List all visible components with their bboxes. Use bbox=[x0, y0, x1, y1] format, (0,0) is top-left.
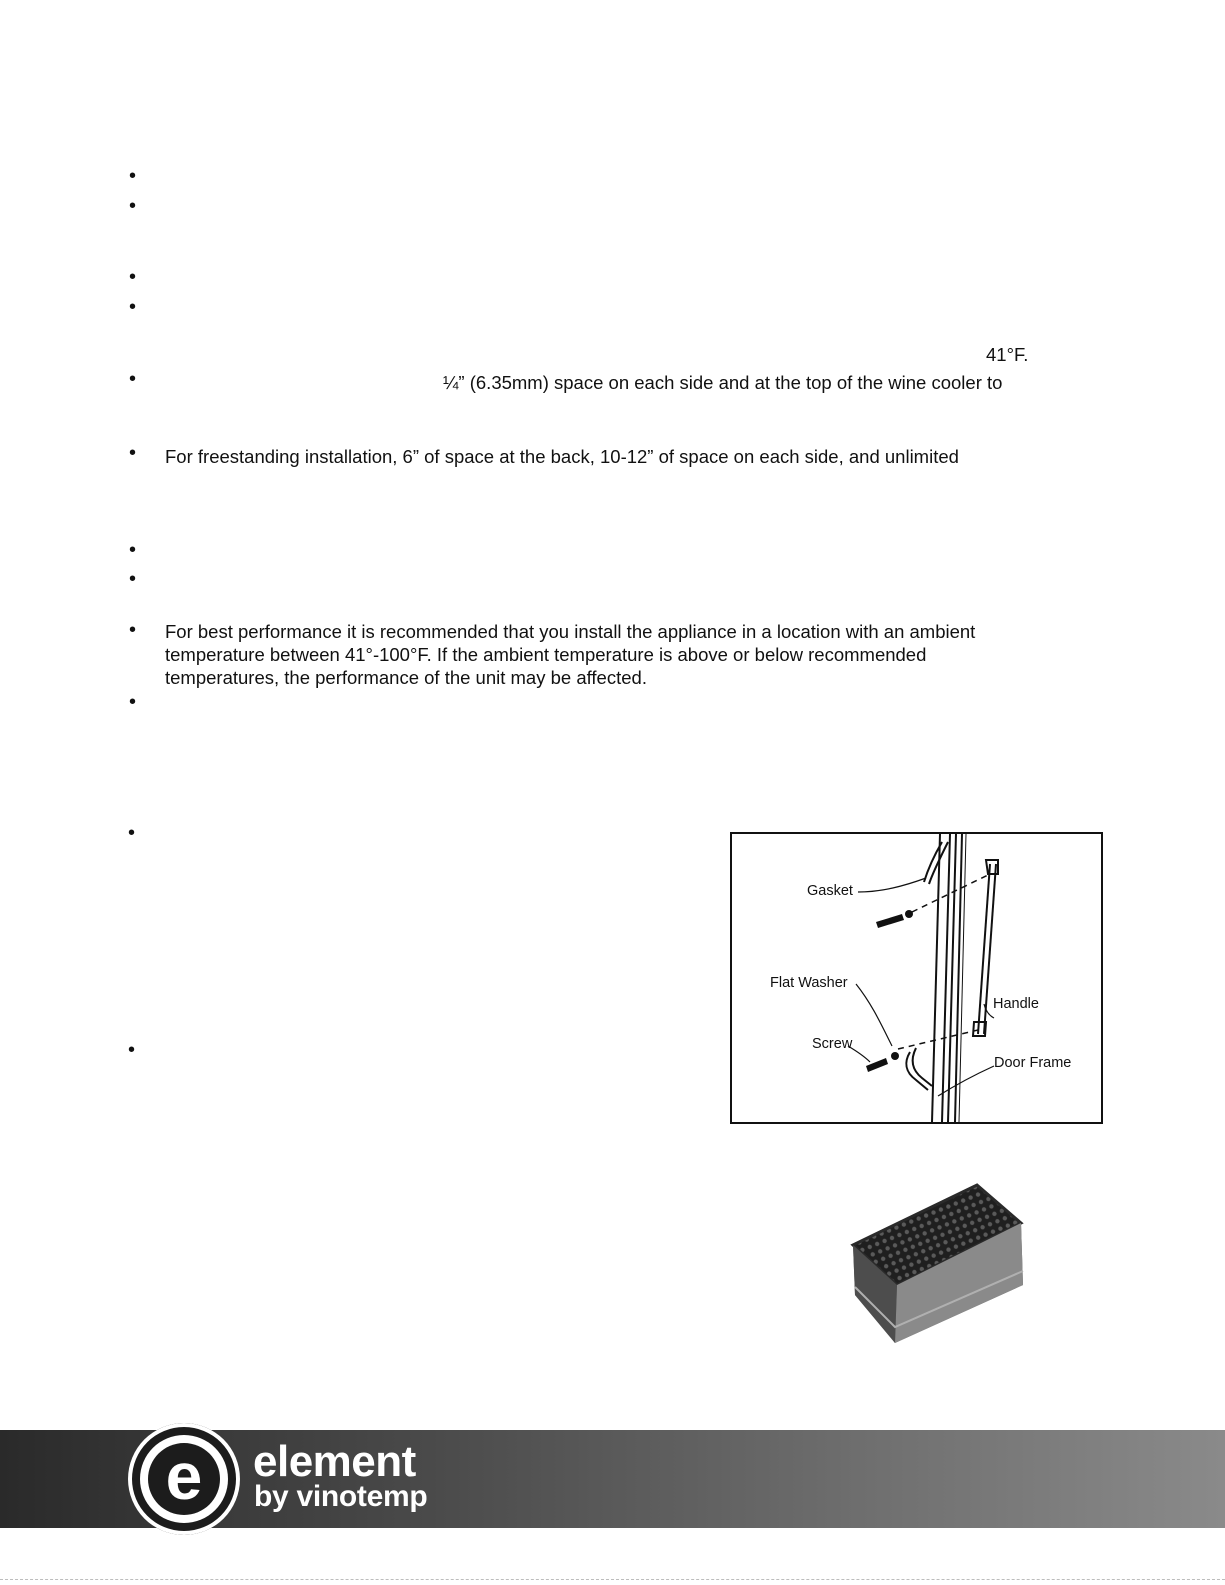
bullet-marker: • bbox=[128, 822, 136, 844]
label-gasket: Gasket bbox=[807, 883, 853, 899]
bullet-marker: • bbox=[129, 568, 137, 590]
recessed-clearance-text: ¼” (6.35mm) space on each side and at the top of the wine cooler to bbox=[443, 372, 1003, 393]
rubber-foot-pad-icon bbox=[845, 1175, 1035, 1345]
ambient-temperature-paragraph bbox=[165, 620, 975, 689]
temperature-fragment: 41°F. bbox=[986, 344, 1029, 365]
bullet-marker: • bbox=[129, 368, 137, 390]
label-handle: Handle bbox=[993, 996, 1039, 1012]
page-cut-line bbox=[0, 1579, 1225, 1580]
bullet-marker: • bbox=[129, 619, 137, 641]
label-flat-washer: Flat Washer bbox=[770, 975, 848, 991]
bullet-marker: • bbox=[129, 195, 137, 217]
bullet-marker: • bbox=[129, 165, 137, 187]
label-screw: Screw bbox=[812, 1036, 853, 1052]
bullet-marker: • bbox=[129, 442, 137, 464]
bullet-marker: • bbox=[129, 539, 137, 561]
logo-letter: e bbox=[165, 1439, 203, 1513]
brand-name: element bbox=[253, 1437, 416, 1486]
handle-installation-diagram bbox=[730, 832, 1103, 1124]
ambient-line: temperature between 41°-100°F. If the ambient temperature is above or below recommended bbox=[165, 644, 927, 665]
brand-tagline: by vinotemp bbox=[254, 1480, 428, 1513]
bullet-marker: • bbox=[129, 296, 137, 318]
ambient-line: temperatures, the performance of the unit may be affected. bbox=[165, 667, 647, 688]
handle-diagram-drawing bbox=[732, 834, 1101, 1122]
bullet-marker: • bbox=[129, 266, 137, 288]
freestanding-clearance-text: For freestanding installation, 6” of space at the back, 10-12” of space on each side, and unlimited bbox=[165, 446, 959, 467]
bullet-marker: • bbox=[128, 1039, 136, 1061]
ambient-line: For best performance it is recommended that you install the appliance in a location with an ambient bbox=[165, 621, 976, 642]
bullet-marker: • bbox=[129, 691, 137, 713]
brand-logo-icon bbox=[128, 1423, 240, 1535]
label-door-frame: Door Frame bbox=[994, 1055, 1072, 1071]
